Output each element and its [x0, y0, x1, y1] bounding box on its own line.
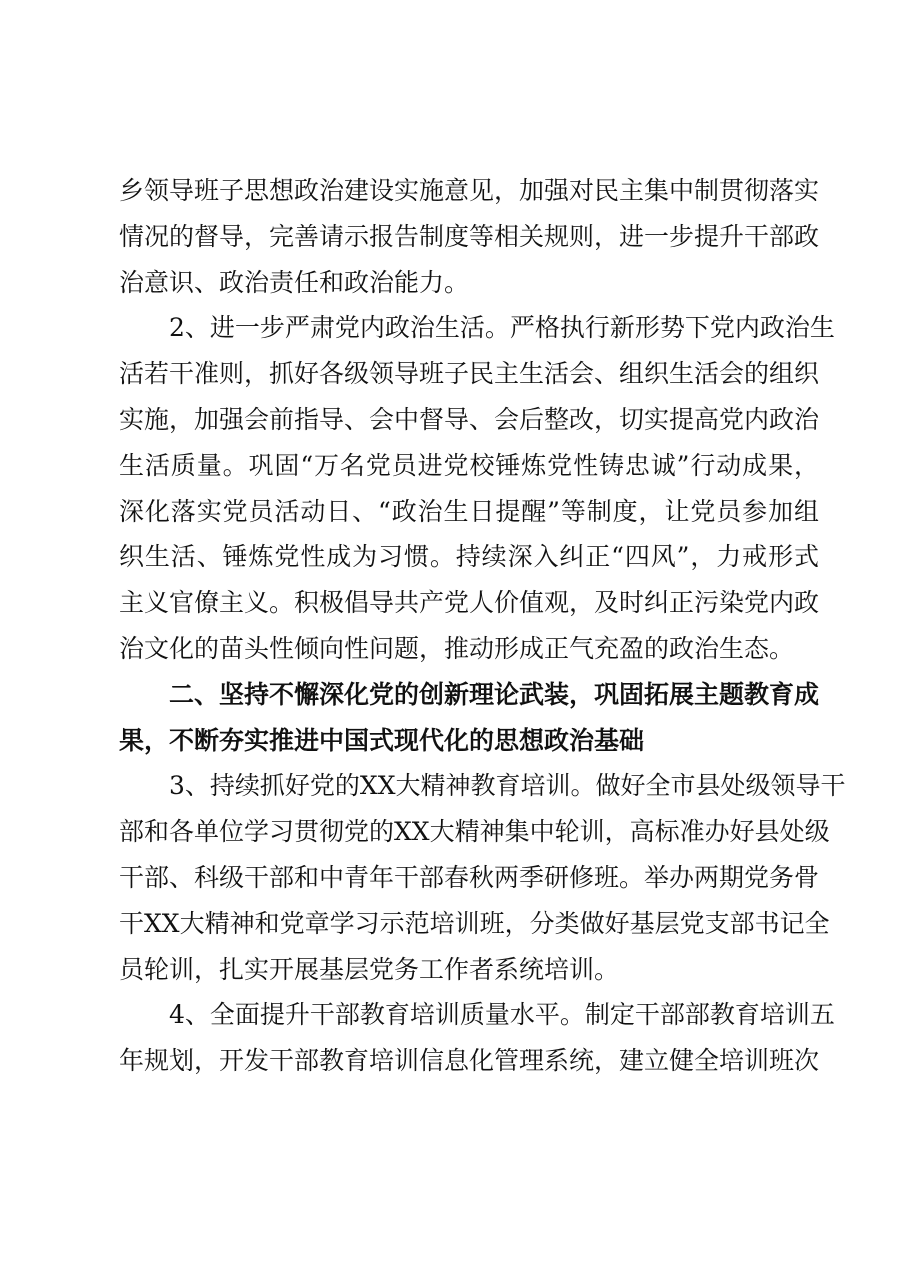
- paragraph-1: [119, 168, 819, 305]
- paragraph-2: [119, 305, 835, 671]
- paragraph-line: 情况的督导，完善请示报告制度等相关规则，进一步提升干部政: [119, 221, 820, 251]
- paragraph-line: 深化落实党员活动日、“政治生日提醒”等制度，让党员参加组: [119, 496, 819, 526]
- paragraph-line: 年规划，开发干部教育培训信息化管理系统，建立健全培训班次: [119, 1046, 820, 1076]
- paragraph-line: 干部、科级干部和中青年干部春秋两季研修班。举办两期党务骨: [119, 862, 820, 892]
- paragraph-line: 部和各单位学习贯彻党的XX大精神集中轮训，高标准办好县处级: [119, 817, 830, 847]
- paragraph-4: [119, 992, 835, 1084]
- paragraph-line: 织生活、锤炼党性成为习惯。持续深入纠正“四风”，力戒形式: [119, 542, 819, 572]
- paragraph-line: 乡领导班子思想政治建设实施意见，加强对民主集中制贯彻落实: [119, 176, 820, 205]
- paragraph-line: 4、全面提升干部教育培训质量水平。制定干部部教育培训五: [169, 1000, 835, 1030]
- paragraph-line: 主义官僚主义。积极倡导共产党人价值观，及时纠正污染党内政: [119, 588, 820, 618]
- document-body: [119, 168, 846, 1084]
- paragraph-line: 治意识、政治责任和政治能力。: [119, 267, 470, 297]
- heading-line: 果，不断夯实推进中国式现代化的思想政治基础: [119, 725, 645, 755]
- paragraph-line: 2、进一步严肃党内政治生活。严格执行新形势下党内政治生: [169, 313, 835, 343]
- paragraph-line: 3、持续抓好党的XX大精神教育培训。做好全市县处级领导干: [169, 771, 846, 801]
- paragraph-line: 治文化的苗头性倾向性问题，推动形成正气充盈的政治生态。: [119, 633, 795, 663]
- paragraph-line: 活若干准则，抓好各级领导班子民主生活会、组织生活会的组织: [119, 359, 820, 389]
- paragraph-line: 实施，加强会前指导、会中督导、会后整改，切实提高党内政治: [119, 404, 820, 434]
- paragraph-line: 员轮训，扎实开展基层党务工作者系统培训。: [119, 954, 620, 984]
- section-heading: [119, 672, 819, 764]
- paragraph-3: [119, 763, 846, 992]
- paragraph-line: 干XX大精神和党章学习示范培训班，分类做好基层党支部书记全: [119, 908, 830, 938]
- heading-line: 二、坚持不懈深化党的创新理论武装，巩固拓展主题教育成: [169, 679, 820, 709]
- paragraph-line: 生活质量。巩固“万名党员进党校锤炼党性铸忠诚”行动成果，: [119, 450, 819, 480]
